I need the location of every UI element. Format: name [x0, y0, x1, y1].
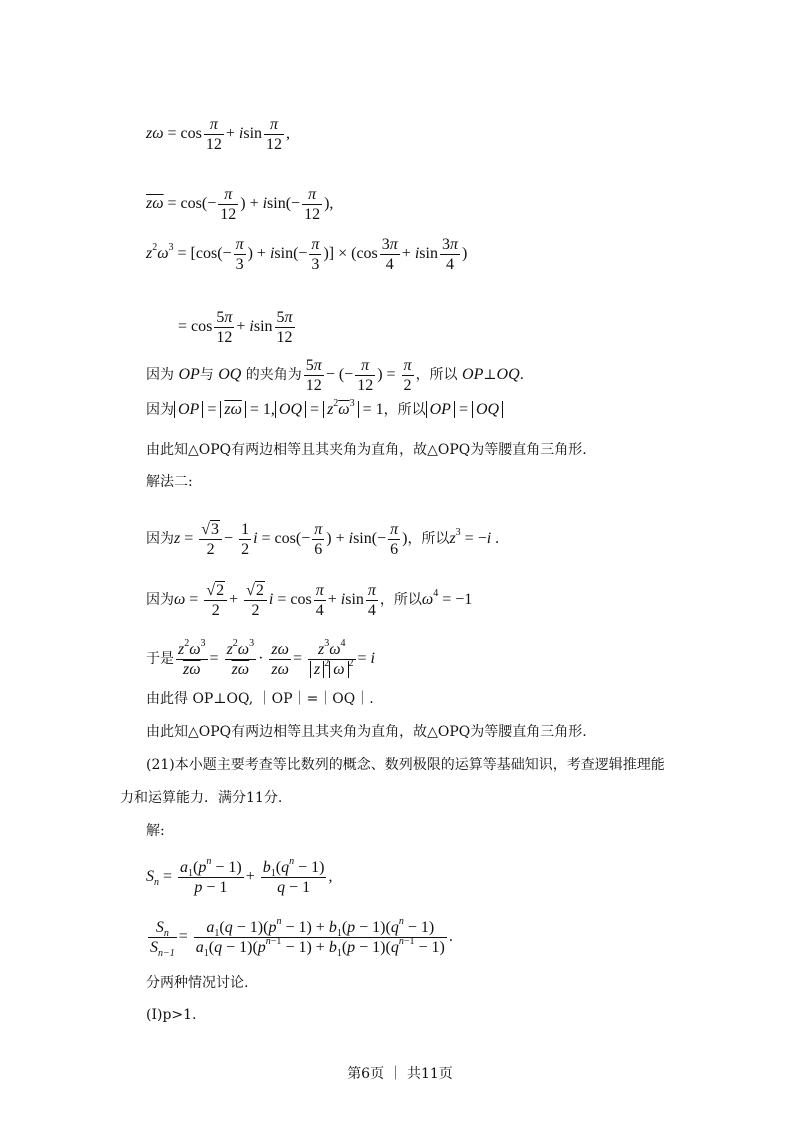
equation-1: zω = cos $\frac{\pi}{12}$ + isin $\frac{\pi}{12}$ ,: [146, 116, 291, 153]
sn-ratio-formula: $\frac{S_n}{S_{n-1}}$ = $\frac{a_1(q - 1)(p^n - 1) + b_1(p - 1)(q^n - 1)}{a_1(q - 1)(p^{n-1} - 1) + b_1(p - 1)(q^{n-1} - 1)}$ .: [150, 916, 453, 959]
solution-label: 解:: [146, 823, 165, 839]
angle-line: 因为 OP与 OQ 的夹角为 $\frac{5\pi}{12}$ − (− $\frac{\pi}{12}$ ) = $\frac{\pi}{2}$ ，所以 OP⊥OQ.: [146, 357, 525, 394]
problem-21-intro: (21)本小题主要考查等比数列的概念、数列极限的运算等基础知识，考查逻辑推理能: [146, 757, 665, 773]
perpendicular-result: 由此得 OP⊥OQ, ｜OP｜=｜OQ｜.: [146, 691, 374, 707]
quotient-line: 于是 $\frac{z^2\omega^3}{z\omega}$ = $\frac{z^2\omega^3}{z\omega}$ · $\frac{z\omega}{z\omega}$ = $\frac{z^3\omega^4}{z ^2 \omega ^2}$ = i: [146, 638, 375, 678]
problem-21-score: 力和运算能力．满分11分.: [120, 790, 283, 806]
method-two-heading: 解法二:: [146, 474, 193, 490]
page-footer: 第6页 ｜ 共11页: [347, 1066, 453, 1082]
equation-2: $\overline{z\omega} = \cos(-$ $\frac{\pi}{12}$ ) + isin(− $\frac{\pi}{12}$ ),: [146, 186, 334, 223]
sn-formula: $S_n$ = $\frac{a_1(p^n - 1)}{p - 1}$ + $\frac{b_1(q^n - 1)}{q - 1}$ ,: [146, 856, 333, 896]
equation-3b: = cos $\frac{5\pi}{12}$ + isin $\frac{5\pi}{12}$: [178, 309, 293, 346]
z-line: 因为z = √ $\frac{3}{2}$ − $\frac{1}{2}$ i = cos(− $\frac{\pi}{6}$ ) + isin(− $\frac{\pi}{6}$ )，所以$z^3 = -i$ .: [146, 520, 499, 559]
modulus-line: 因为 OP = $\overline{z\omega} = 1$, OQ = $z^2\overline{\omega}^3 = 1$，所以 OP = OQ: [146, 401, 503, 419]
case-one: (Ⅰ)p>1.: [146, 1007, 197, 1023]
case-split: 分两种情况讨论.: [146, 975, 249, 991]
conclusion-1: 由此知△OPQ有两边相等且其夹角为直角，故△OPQ为等腰直角三角形.: [146, 442, 587, 458]
conclusion-2: 由此知△OPQ有两边相等且其夹角为直角，故△OPQ为等腰直角三角形.: [146, 724, 587, 740]
equation-3: $z^2\omega^3 = [\cos(-$ $\frac{\pi}{3}$ ) + isin(− $\frac{\pi}{3}$ )] × (cos $\frac{3\pi}{4}$ + isin $\frac{3\pi}{4}$ ): [146, 236, 468, 273]
omega-line: 因为ω = √ $\frac{2}{2}$ + √ $\frac{2}{2}$ i = cos $\frac{\pi}{4}$ + isin $\frac{\pi}{4}$ ，所以$\omega^4 = -1$: [146, 581, 472, 620]
